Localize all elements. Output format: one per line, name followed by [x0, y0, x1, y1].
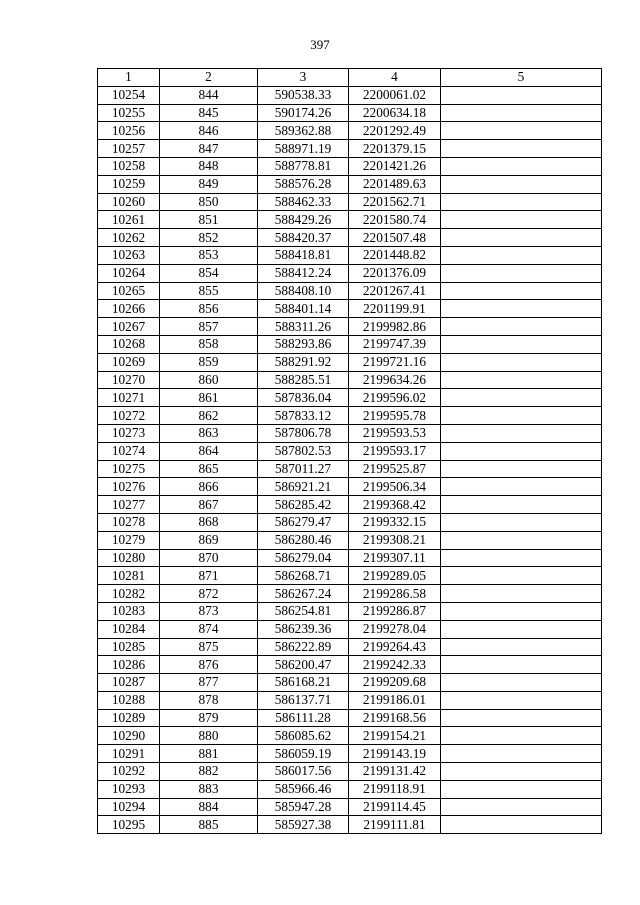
cell-y-coordinate: 2199721.16 — [349, 353, 441, 371]
cell-point-number: 854 — [160, 264, 258, 282]
table-row — [98, 513, 602, 531]
cell-x-coordinate: 588462.33 — [258, 193, 349, 211]
table-row — [98, 157, 602, 175]
cell-point-id: 10267 — [98, 318, 160, 336]
cell-y-coordinate: 2201292.49 — [349, 122, 441, 140]
cell-y-coordinate: 2200061.02 — [349, 86, 441, 104]
cell-point-number: 864 — [160, 442, 258, 460]
cell-point-id: 10257 — [98, 140, 160, 158]
cell-point-id: 10290 — [98, 727, 160, 745]
cell-y-coordinate: 2201448.82 — [349, 246, 441, 264]
table-row — [98, 318, 602, 336]
header-cell-col-1: 1 — [98, 69, 160, 87]
cell-y-coordinate: 2199242.33 — [349, 656, 441, 674]
cell-note — [441, 229, 602, 247]
cell-point-number: 868 — [160, 513, 258, 531]
cell-y-coordinate: 2199368.42 — [349, 496, 441, 514]
cell-point-number: 861 — [160, 389, 258, 407]
cell-x-coordinate: 588429.26 — [258, 211, 349, 229]
cell-point-id: 10283 — [98, 602, 160, 620]
cell-point-id: 10258 — [98, 157, 160, 175]
cell-note — [441, 175, 602, 193]
cell-note — [441, 549, 602, 567]
cell-y-coordinate: 2199506.34 — [349, 478, 441, 496]
table-row — [98, 478, 602, 496]
cell-x-coordinate: 588293.86 — [258, 335, 349, 353]
table-row — [98, 674, 602, 692]
cell-y-coordinate: 2201267.41 — [349, 282, 441, 300]
table-row — [98, 549, 602, 567]
table-row — [98, 264, 602, 282]
cell-point-number: 883 — [160, 780, 258, 798]
cell-note — [441, 193, 602, 211]
cell-note — [441, 282, 602, 300]
table-row — [98, 282, 602, 300]
cell-point-id: 10284 — [98, 620, 160, 638]
table-row — [98, 816, 602, 834]
cell-point-number: 875 — [160, 638, 258, 656]
cell-note — [441, 140, 602, 158]
cell-point-number: 848 — [160, 157, 258, 175]
cell-y-coordinate: 2199131.42 — [349, 763, 441, 781]
cell-note — [441, 86, 602, 104]
table-row — [98, 104, 602, 122]
cell-note — [441, 567, 602, 585]
cell-point-number: 844 — [160, 86, 258, 104]
cell-point-id: 10280 — [98, 549, 160, 567]
cell-point-id: 10272 — [98, 407, 160, 425]
cell-point-id: 10275 — [98, 460, 160, 478]
cell-y-coordinate: 2199982.86 — [349, 318, 441, 336]
cell-note — [441, 798, 602, 816]
cell-point-number: 850 — [160, 193, 258, 211]
cell-point-number: 856 — [160, 300, 258, 318]
table-row — [98, 531, 602, 549]
cell-point-id: 10294 — [98, 798, 160, 816]
cell-y-coordinate: 2199286.58 — [349, 585, 441, 603]
cell-x-coordinate: 588420.37 — [258, 229, 349, 247]
cell-point-id: 10288 — [98, 691, 160, 709]
cell-x-coordinate: 585966.46 — [258, 780, 349, 798]
cell-note — [441, 602, 602, 620]
header-cell-col-5: 5 — [441, 69, 602, 87]
cell-note — [441, 353, 602, 371]
cell-x-coordinate: 588412.24 — [258, 264, 349, 282]
cell-point-id: 10264 — [98, 264, 160, 282]
cell-point-number: 872 — [160, 585, 258, 603]
cell-note — [441, 246, 602, 264]
table-row — [98, 745, 602, 763]
table-row — [98, 709, 602, 727]
cell-note — [441, 691, 602, 709]
cell-note — [441, 638, 602, 656]
cell-point-id: 10260 — [98, 193, 160, 211]
table-row — [98, 460, 602, 478]
table-row — [98, 442, 602, 460]
table-row — [98, 780, 602, 798]
cell-y-coordinate: 2201489.63 — [349, 175, 441, 193]
cell-note — [441, 674, 602, 692]
cell-point-id: 10291 — [98, 745, 160, 763]
cell-point-id: 10274 — [98, 442, 160, 460]
cell-point-number: 862 — [160, 407, 258, 425]
cell-point-number: 845 — [160, 104, 258, 122]
cell-note — [441, 513, 602, 531]
cell-note — [441, 300, 602, 318]
cell-x-coordinate: 590174.26 — [258, 104, 349, 122]
cell-x-coordinate: 586254.81 — [258, 602, 349, 620]
cell-x-coordinate: 586280.46 — [258, 531, 349, 549]
cell-point-number: 873 — [160, 602, 258, 620]
cell-point-number: 880 — [160, 727, 258, 745]
cell-point-number: 849 — [160, 175, 258, 193]
cell-y-coordinate: 2199593.53 — [349, 424, 441, 442]
cell-x-coordinate: 586111.28 — [258, 709, 349, 727]
cell-point-id: 10282 — [98, 585, 160, 603]
cell-point-id: 10287 — [98, 674, 160, 692]
cell-point-number: 877 — [160, 674, 258, 692]
cell-y-coordinate: 2199264.43 — [349, 638, 441, 656]
cell-y-coordinate: 2199286.87 — [349, 602, 441, 620]
cell-x-coordinate: 586017.56 — [258, 763, 349, 781]
cell-y-coordinate: 2199143.19 — [349, 745, 441, 763]
cell-x-coordinate: 588311.26 — [258, 318, 349, 336]
cell-point-number: 857 — [160, 318, 258, 336]
cell-point-id: 10261 — [98, 211, 160, 229]
cell-x-coordinate: 585927.38 — [258, 816, 349, 834]
cell-x-coordinate: 586279.04 — [258, 549, 349, 567]
cell-y-coordinate: 2199525.87 — [349, 460, 441, 478]
table-row — [98, 585, 602, 603]
cell-y-coordinate: 2199332.15 — [349, 513, 441, 531]
cell-y-coordinate: 2201199.91 — [349, 300, 441, 318]
cell-note — [441, 157, 602, 175]
cell-x-coordinate: 587802.53 — [258, 442, 349, 460]
cell-point-id: 10277 — [98, 496, 160, 514]
cell-y-coordinate: 2199596.02 — [349, 389, 441, 407]
header-cell-col-4: 4 — [349, 69, 441, 87]
header-cell-col-3: 3 — [258, 69, 349, 87]
cell-point-number: 878 — [160, 691, 258, 709]
table-row — [98, 140, 602, 158]
cell-point-number: 865 — [160, 460, 258, 478]
cell-y-coordinate: 2199278.04 — [349, 620, 441, 638]
cell-x-coordinate: 586168.21 — [258, 674, 349, 692]
table-row — [98, 424, 602, 442]
table-row — [98, 798, 602, 816]
cell-x-coordinate: 586239.36 — [258, 620, 349, 638]
table-row — [98, 246, 602, 264]
table-row — [98, 691, 602, 709]
cell-x-coordinate: 585947.28 — [258, 798, 349, 816]
table-row — [98, 407, 602, 425]
cell-point-number: 851 — [160, 211, 258, 229]
cell-point-id: 10281 — [98, 567, 160, 585]
table-row — [98, 211, 602, 229]
table-row — [98, 638, 602, 656]
cell-x-coordinate: 586200.47 — [258, 656, 349, 674]
cell-note — [441, 478, 602, 496]
cell-point-id: 10279 — [98, 531, 160, 549]
table-row — [98, 300, 602, 318]
cell-note — [441, 727, 602, 745]
table-row — [98, 371, 602, 389]
cell-point-id: 10259 — [98, 175, 160, 193]
cell-note — [441, 318, 602, 336]
cell-point-id: 10256 — [98, 122, 160, 140]
table-row — [98, 335, 602, 353]
cell-y-coordinate: 2199747.39 — [349, 335, 441, 353]
cell-x-coordinate: 590538.33 — [258, 86, 349, 104]
cell-x-coordinate: 586921.21 — [258, 478, 349, 496]
cell-point-id: 10276 — [98, 478, 160, 496]
cell-x-coordinate: 588778.81 — [258, 157, 349, 175]
cell-y-coordinate: 2199308.21 — [349, 531, 441, 549]
cell-point-number: 858 — [160, 335, 258, 353]
cell-point-number: 884 — [160, 798, 258, 816]
cell-y-coordinate: 2199289.05 — [349, 567, 441, 585]
cell-y-coordinate: 2199186.01 — [349, 691, 441, 709]
cell-note — [441, 211, 602, 229]
cell-y-coordinate: 2199634.26 — [349, 371, 441, 389]
table-row — [98, 389, 602, 407]
cell-note — [441, 780, 602, 798]
table-row — [98, 656, 602, 674]
cell-point-number: 876 — [160, 656, 258, 674]
cell-y-coordinate: 2201421.26 — [349, 157, 441, 175]
cell-note — [441, 335, 602, 353]
header-cell-col-2: 2 — [160, 69, 258, 87]
cell-x-coordinate: 589362.88 — [258, 122, 349, 140]
cell-note — [441, 407, 602, 425]
table-row — [98, 175, 602, 193]
cell-point-id: 10255 — [98, 104, 160, 122]
cell-point-id: 10254 — [98, 86, 160, 104]
cell-point-id: 10273 — [98, 424, 160, 442]
table-row — [98, 727, 602, 745]
cell-point-id: 10286 — [98, 656, 160, 674]
table-body — [98, 86, 602, 833]
cell-note — [441, 656, 602, 674]
cell-x-coordinate: 586059.19 — [258, 745, 349, 763]
cell-point-number: 852 — [160, 229, 258, 247]
table-row — [98, 496, 602, 514]
cell-x-coordinate: 588971.19 — [258, 140, 349, 158]
cell-point-id: 10262 — [98, 229, 160, 247]
table-row — [98, 602, 602, 620]
cell-point-number: 860 — [160, 371, 258, 389]
cell-point-id: 10263 — [98, 246, 160, 264]
cell-note — [441, 763, 602, 781]
cell-note — [441, 371, 602, 389]
cell-point-id: 10285 — [98, 638, 160, 656]
cell-note — [441, 585, 602, 603]
table-row — [98, 620, 602, 638]
cell-y-coordinate: 2201376.09 — [349, 264, 441, 282]
cell-point-id: 10265 — [98, 282, 160, 300]
cell-point-id: 10292 — [98, 763, 160, 781]
cell-x-coordinate: 587806.78 — [258, 424, 349, 442]
cell-point-id: 10289 — [98, 709, 160, 727]
cell-point-number: 874 — [160, 620, 258, 638]
cell-note — [441, 424, 602, 442]
cell-point-id: 10278 — [98, 513, 160, 531]
cell-y-coordinate: 2200634.18 — [349, 104, 441, 122]
table-row — [98, 193, 602, 211]
cell-y-coordinate: 2199593.17 — [349, 442, 441, 460]
cell-x-coordinate: 588576.28 — [258, 175, 349, 193]
cell-note — [441, 496, 602, 514]
cell-point-number: 853 — [160, 246, 258, 264]
cell-x-coordinate: 586137.71 — [258, 691, 349, 709]
cell-point-number: 859 — [160, 353, 258, 371]
cell-x-coordinate: 586085.62 — [258, 727, 349, 745]
cell-x-coordinate: 586222.89 — [258, 638, 349, 656]
header-row — [98, 69, 602, 87]
cell-point-number: 885 — [160, 816, 258, 834]
cell-point-id: 10295 — [98, 816, 160, 834]
cell-x-coordinate: 586279.47 — [258, 513, 349, 531]
cell-note — [441, 816, 602, 834]
table-header — [98, 69, 602, 87]
cell-point-number: 871 — [160, 567, 258, 585]
table-row — [98, 353, 602, 371]
cell-y-coordinate: 2199111.81 — [349, 816, 441, 834]
cell-point-number: 846 — [160, 122, 258, 140]
cell-x-coordinate: 586285.42 — [258, 496, 349, 514]
cell-y-coordinate: 2199114.45 — [349, 798, 441, 816]
cell-y-coordinate: 2199307.11 — [349, 549, 441, 567]
coordinates-table — [97, 68, 602, 834]
table-row — [98, 86, 602, 104]
cell-point-number: 863 — [160, 424, 258, 442]
cell-x-coordinate: 586267.24 — [258, 585, 349, 603]
cell-note — [441, 389, 602, 407]
cell-x-coordinate: 587833.12 — [258, 407, 349, 425]
cell-y-coordinate: 2199168.56 — [349, 709, 441, 727]
cell-note — [441, 442, 602, 460]
cell-note — [441, 531, 602, 549]
cell-x-coordinate: 588418.81 — [258, 246, 349, 264]
cell-point-id: 10270 — [98, 371, 160, 389]
cell-note — [441, 104, 602, 122]
table-row — [98, 763, 602, 781]
cell-x-coordinate: 588291.92 — [258, 353, 349, 371]
cell-note — [441, 264, 602, 282]
cell-y-coordinate: 2199595.78 — [349, 407, 441, 425]
table-row — [98, 122, 602, 140]
cell-point-number: 882 — [160, 763, 258, 781]
cell-y-coordinate: 2201379.15 — [349, 140, 441, 158]
cell-y-coordinate: 2199118.91 — [349, 780, 441, 798]
cell-y-coordinate: 2201580.74 — [349, 211, 441, 229]
cell-point-number: 847 — [160, 140, 258, 158]
cell-point-number: 866 — [160, 478, 258, 496]
page-number: 397 — [310, 37, 330, 52]
cell-x-coordinate: 587836.04 — [258, 389, 349, 407]
cell-point-id: 10268 — [98, 335, 160, 353]
cell-note — [441, 709, 602, 727]
cell-x-coordinate: 588401.14 — [258, 300, 349, 318]
cell-point-id: 10266 — [98, 300, 160, 318]
cell-x-coordinate: 588408.10 — [258, 282, 349, 300]
cell-y-coordinate: 2201562.71 — [349, 193, 441, 211]
table-row — [98, 567, 602, 585]
cell-x-coordinate: 586268.71 — [258, 567, 349, 585]
cell-point-id: 10293 — [98, 780, 160, 798]
cell-point-number: 869 — [160, 531, 258, 549]
cell-y-coordinate: 2199154.21 — [349, 727, 441, 745]
cell-note — [441, 745, 602, 763]
cell-point-number: 881 — [160, 745, 258, 763]
cell-point-number: 855 — [160, 282, 258, 300]
cell-note — [441, 122, 602, 140]
cell-point-number: 879 — [160, 709, 258, 727]
cell-note — [441, 460, 602, 478]
cell-point-number: 870 — [160, 549, 258, 567]
table-row — [98, 229, 602, 247]
cell-point-id: 10269 — [98, 353, 160, 371]
cell-y-coordinate: 2201507.48 — [349, 229, 441, 247]
cell-note — [441, 620, 602, 638]
cell-y-coordinate: 2199209.68 — [349, 674, 441, 692]
cell-point-number: 867 — [160, 496, 258, 514]
cell-point-id: 10271 — [98, 389, 160, 407]
cell-x-coordinate: 587011.27 — [258, 460, 349, 478]
cell-x-coordinate: 588285.51 — [258, 371, 349, 389]
